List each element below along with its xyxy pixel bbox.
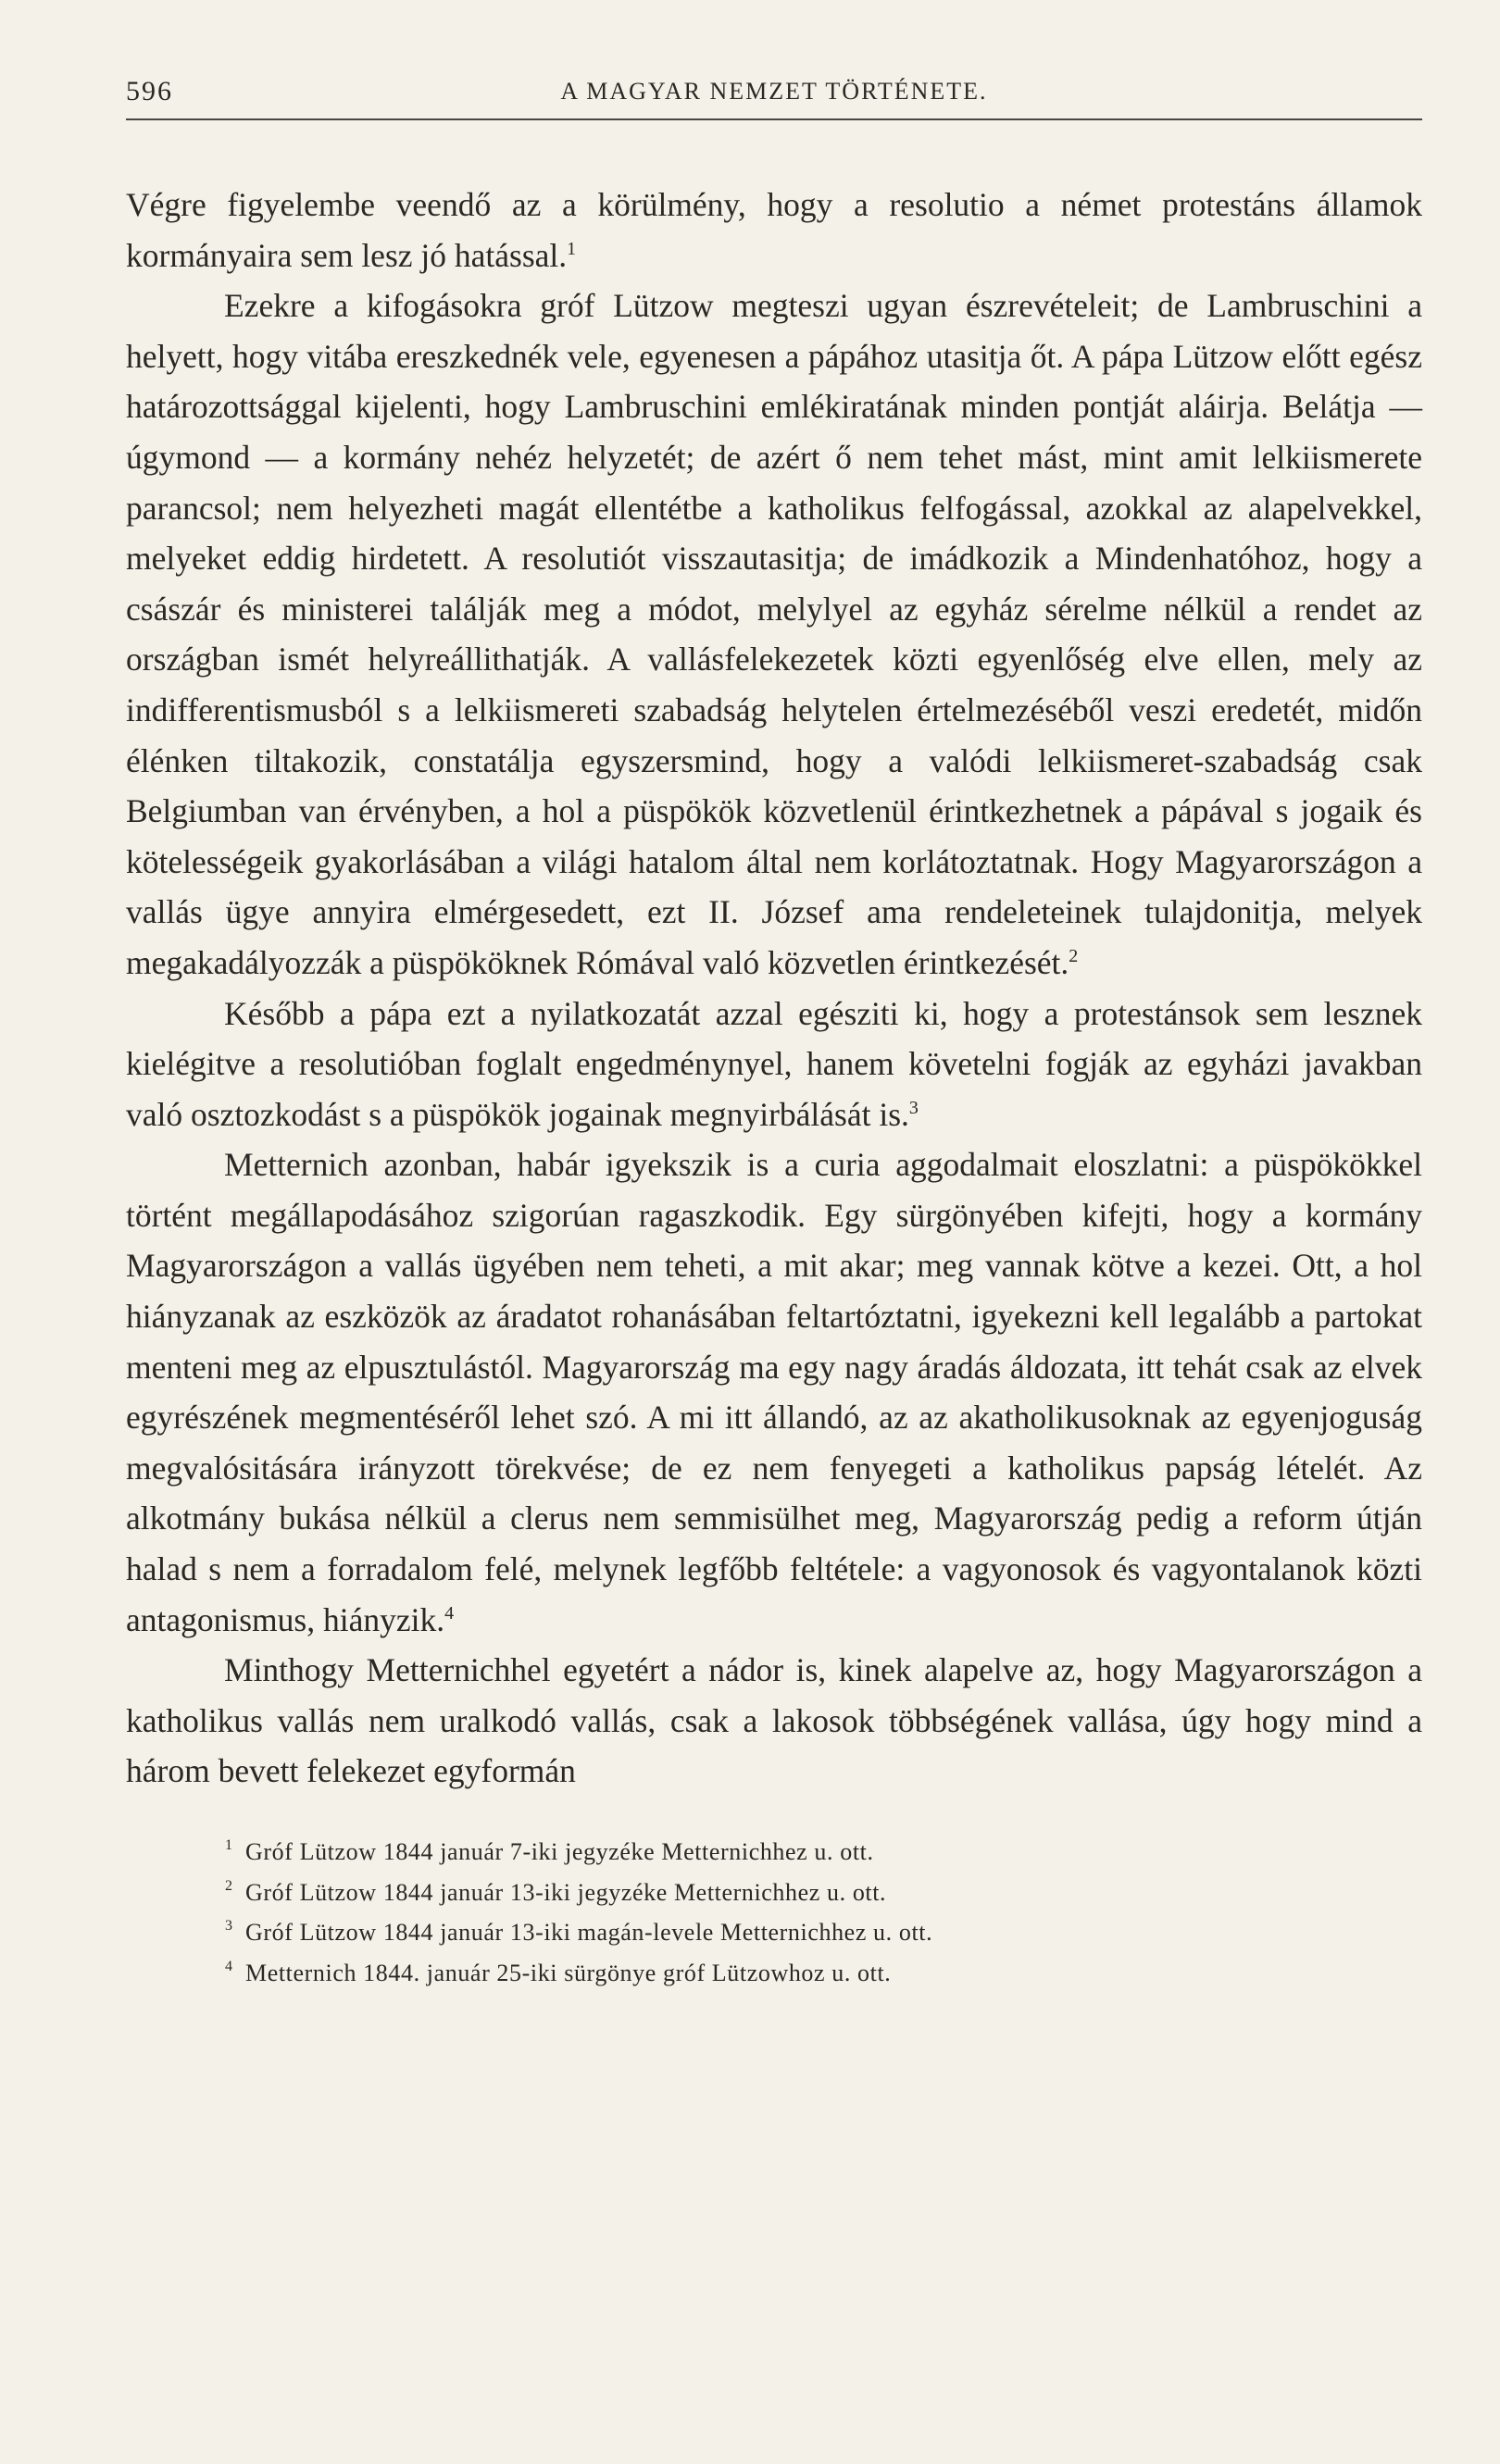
footnote-text: Gróf Lützow 1844 január 7-iki jegyzéke Metternichhez u. ott.	[245, 1838, 874, 1865]
footnote-ref: 2	[1069, 946, 1079, 967]
footnote-text: Gróf Lützow 1844 január 13-iki jegyzéke Metternichhez u. ott.	[245, 1878, 887, 1906]
paragraph: Végre figyelembe veendő az a körülmény, hogy a resolutio a német protestáns államok kormányaira sem lesz jó hatással.$^1$	[126, 186, 1422, 274]
running-title: A MAGYAR NEMZET TÖRTÉNETE.	[560, 78, 988, 105]
paragraph: Később a pápa ezt a nyilatkozatát azzal egésziti ki, hogy a protestánsok sem lesznek kielégitve a resolutióban foglalt engedménynyel, hanem követelni fogják az egyházi javakban való osztozkodást s a püspökök jogainak megnyirbálását is.$^3$	[126, 994, 1422, 1133]
footnote-ref: 4	[444, 1602, 455, 1624]
footnote-mark: 4	[225, 1958, 233, 1974]
footnote-text: Metternich 1844. január 25-iki sürgönye gróf Lützowhoz u. ott.	[245, 1959, 892, 1986]
page-header	[126, 72, 1422, 120]
paragraph: Ezekre a kifogásokra gróf Lützow megteszi ugyan észrevételeit; de Lambruschini a helyett, hogy vitába ereszkednék vele, egyenesen a pápához utasitja őt. A pápa Lützow előtt egész határozottsággal kijelenti, hogy Lambruschini emlékiratának minden pontját aláirja. Belátja — úgymond — a kormány nehéz helyzetét; de azért ő nem tehet mást, mint amit lelkiismerete parancsol; nem helyezheti magát ellentétbe a katholikus felfogással, azokkal az alapelvekkel, melyeket eddig hirdetett. A resolutiót visszautasitja; de imádkozik a Mindenhatóhoz, hogy a császár és ministerei találják meg a módot, melylyel az egyház sérelme nélkül a rendet az országban ismét helyreállithatják. A vallásfelekezetek közti egyenlőség elve ellen, mely az indifferentismusból s a lelkiismereti szabadság helytelen értelmezéséből veszi eredetét, midőn élénken tiltakozik, constatálja egyszersmind, hogy a valódi lelkiismeret-szabadság csak Belgiumban van érvényben, a hol a püspökök közvetlenül érintkezhetnek a pápával s jogaik és kötelességeik gyakorlásában a világi hatalom által nem korlátoztatnak. Hogy Magyarországon a vallás ügye annyira elmérgesedett, ezt II. József ama rendeleteinek tulajdonitja, melyek megakadályozzák a püspököknek Rómával való közvetlen érintkezését.$^2$	[126, 287, 1422, 981]
footnote	[225, 1953, 1422, 1994]
footnote-ref: 3	[908, 1097, 919, 1118]
footnote	[225, 1873, 1422, 1913]
page-number: 596	[126, 76, 173, 106]
footnote	[225, 1912, 1422, 1953]
footnote-ref: 1	[567, 238, 577, 259]
body-text	[126, 180, 1422, 1797]
footnote-mark: 1	[225, 1837, 233, 1853]
footnote	[225, 1832, 1422, 1873]
footnote-mark: 3	[225, 1918, 233, 1934]
paragraph: Metternich azonban, habár igyekszik is a curia aggodalmait eloszlatni: a püspökökkel történt megállapodásához szigorúan ragaszkodik. Egy sürgönyében kifejti, hogy a kormány Magyarországon a vallás ügyében nem teheti, a mit akar; meg vannak kötve a kezei. Ott, a hol hiányzanak az eszközök az áradatot rohanásában feltartóztatni, igyekezni kell legalább a partokat menteni meg az elpusztulástól. Magyarország ma egy nagy áradás áldozata, itt tehát csak az elvek egyrészének megmentéséről lehet szó. A mi itt állandó, az az akatholikusoknak az egyenjoguság megvalósitására irányzott törekvése; de ez nem fenyegeti a katholikus papság lételét. Az alkotmány bukása nélkül a clerus nem semmisülhet meg, Magyarország pedig a reform útján halad s nem a forradalom felé, melynek legfőbb feltétele: a vagyonosok és vagyontalanok közti antagonismus, hiányzik.$^4$	[126, 1146, 1422, 1638]
paragraph: Minthogy Metternichhel egyetért a nádor is, kinek alapelve az, hogy Magyarországon a katholikus vallás nem uralkodó vallás, csak a lakosok többségének vallása, úgy hogy mind a három bevett felekezet egyformán	[126, 1651, 1422, 1790]
book-page	[126, 72, 1422, 1993]
footnote-text: Gróf Lützow 1844 január 13-iki magán-levele Metternichhez u. ott.	[245, 1919, 933, 1946]
footnote-mark: 2	[225, 1877, 233, 1894]
footnotes	[126, 1832, 1422, 1993]
